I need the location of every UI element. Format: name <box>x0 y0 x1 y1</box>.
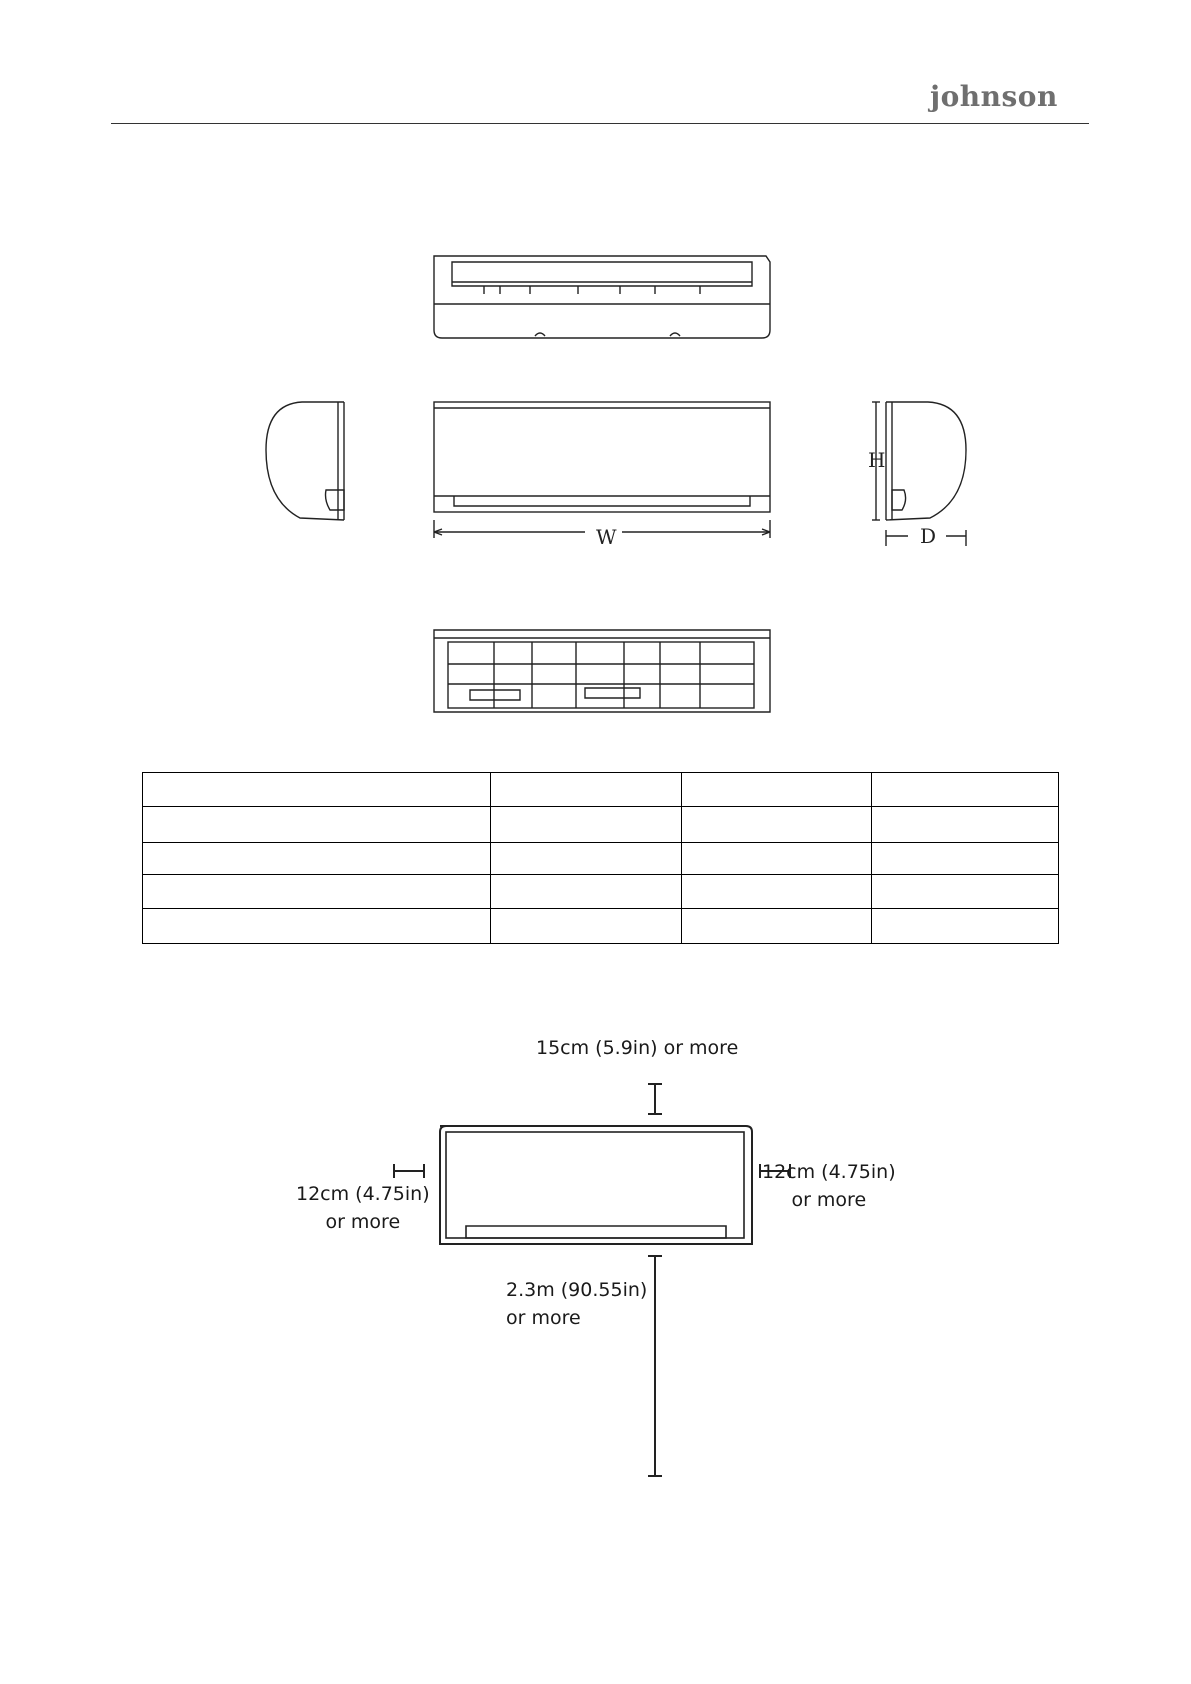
table-row <box>143 843 1059 875</box>
floor-clearance-line1: 2.3m (90.55in) <box>506 1279 648 1301</box>
table-row <box>143 909 1059 944</box>
left-clearance-line1: 12cm (4.75in) <box>296 1183 430 1205</box>
table-cell <box>682 807 872 843</box>
table-cell <box>143 807 491 843</box>
table-cell <box>872 773 1059 807</box>
table-cell <box>143 773 491 807</box>
depth-label: D <box>920 524 937 548</box>
table-cell <box>682 773 872 807</box>
table-cell <box>682 909 872 944</box>
top-clearance-label: 15cm (5.9in) or more <box>536 1037 739 1059</box>
width-label: W <box>596 525 617 549</box>
left-clearance-line2: or more <box>325 1211 401 1233</box>
right-clearance-label <box>762 1158 896 1214</box>
table-cell <box>490 909 682 944</box>
table-cell <box>490 843 682 875</box>
top-view-drawing <box>434 256 770 338</box>
brand-logo: johnson <box>930 80 1058 113</box>
table-cell <box>872 909 1059 944</box>
table-cell <box>872 843 1059 875</box>
table-cell <box>143 843 491 875</box>
height-label: H <box>868 448 886 472</box>
right-side-view-drawing <box>872 402 966 546</box>
table-row <box>143 773 1059 807</box>
floor-clearance-label <box>506 1276 647 1332</box>
floor-clearance-line2: or more <box>506 1307 581 1329</box>
front-view-drawing <box>434 402 770 538</box>
table-cell <box>490 875 682 909</box>
table-cell <box>872 807 1059 843</box>
right-clearance-line1: 12cm (4.75in) <box>762 1161 896 1183</box>
table-row <box>143 875 1059 909</box>
table-cell <box>872 875 1059 909</box>
left-side-view-drawing <box>266 402 344 520</box>
table-cell <box>490 773 682 807</box>
table-row <box>143 807 1059 843</box>
right-clearance-line2: or more <box>791 1189 867 1211</box>
table-cell <box>682 875 872 909</box>
dimensions-table <box>142 772 1059 944</box>
table-cell <box>682 843 872 875</box>
table-cell <box>143 909 491 944</box>
table-cell <box>143 875 491 909</box>
rear-view-drawing <box>434 630 770 712</box>
left-clearance-label <box>296 1180 430 1236</box>
table-cell <box>490 807 682 843</box>
